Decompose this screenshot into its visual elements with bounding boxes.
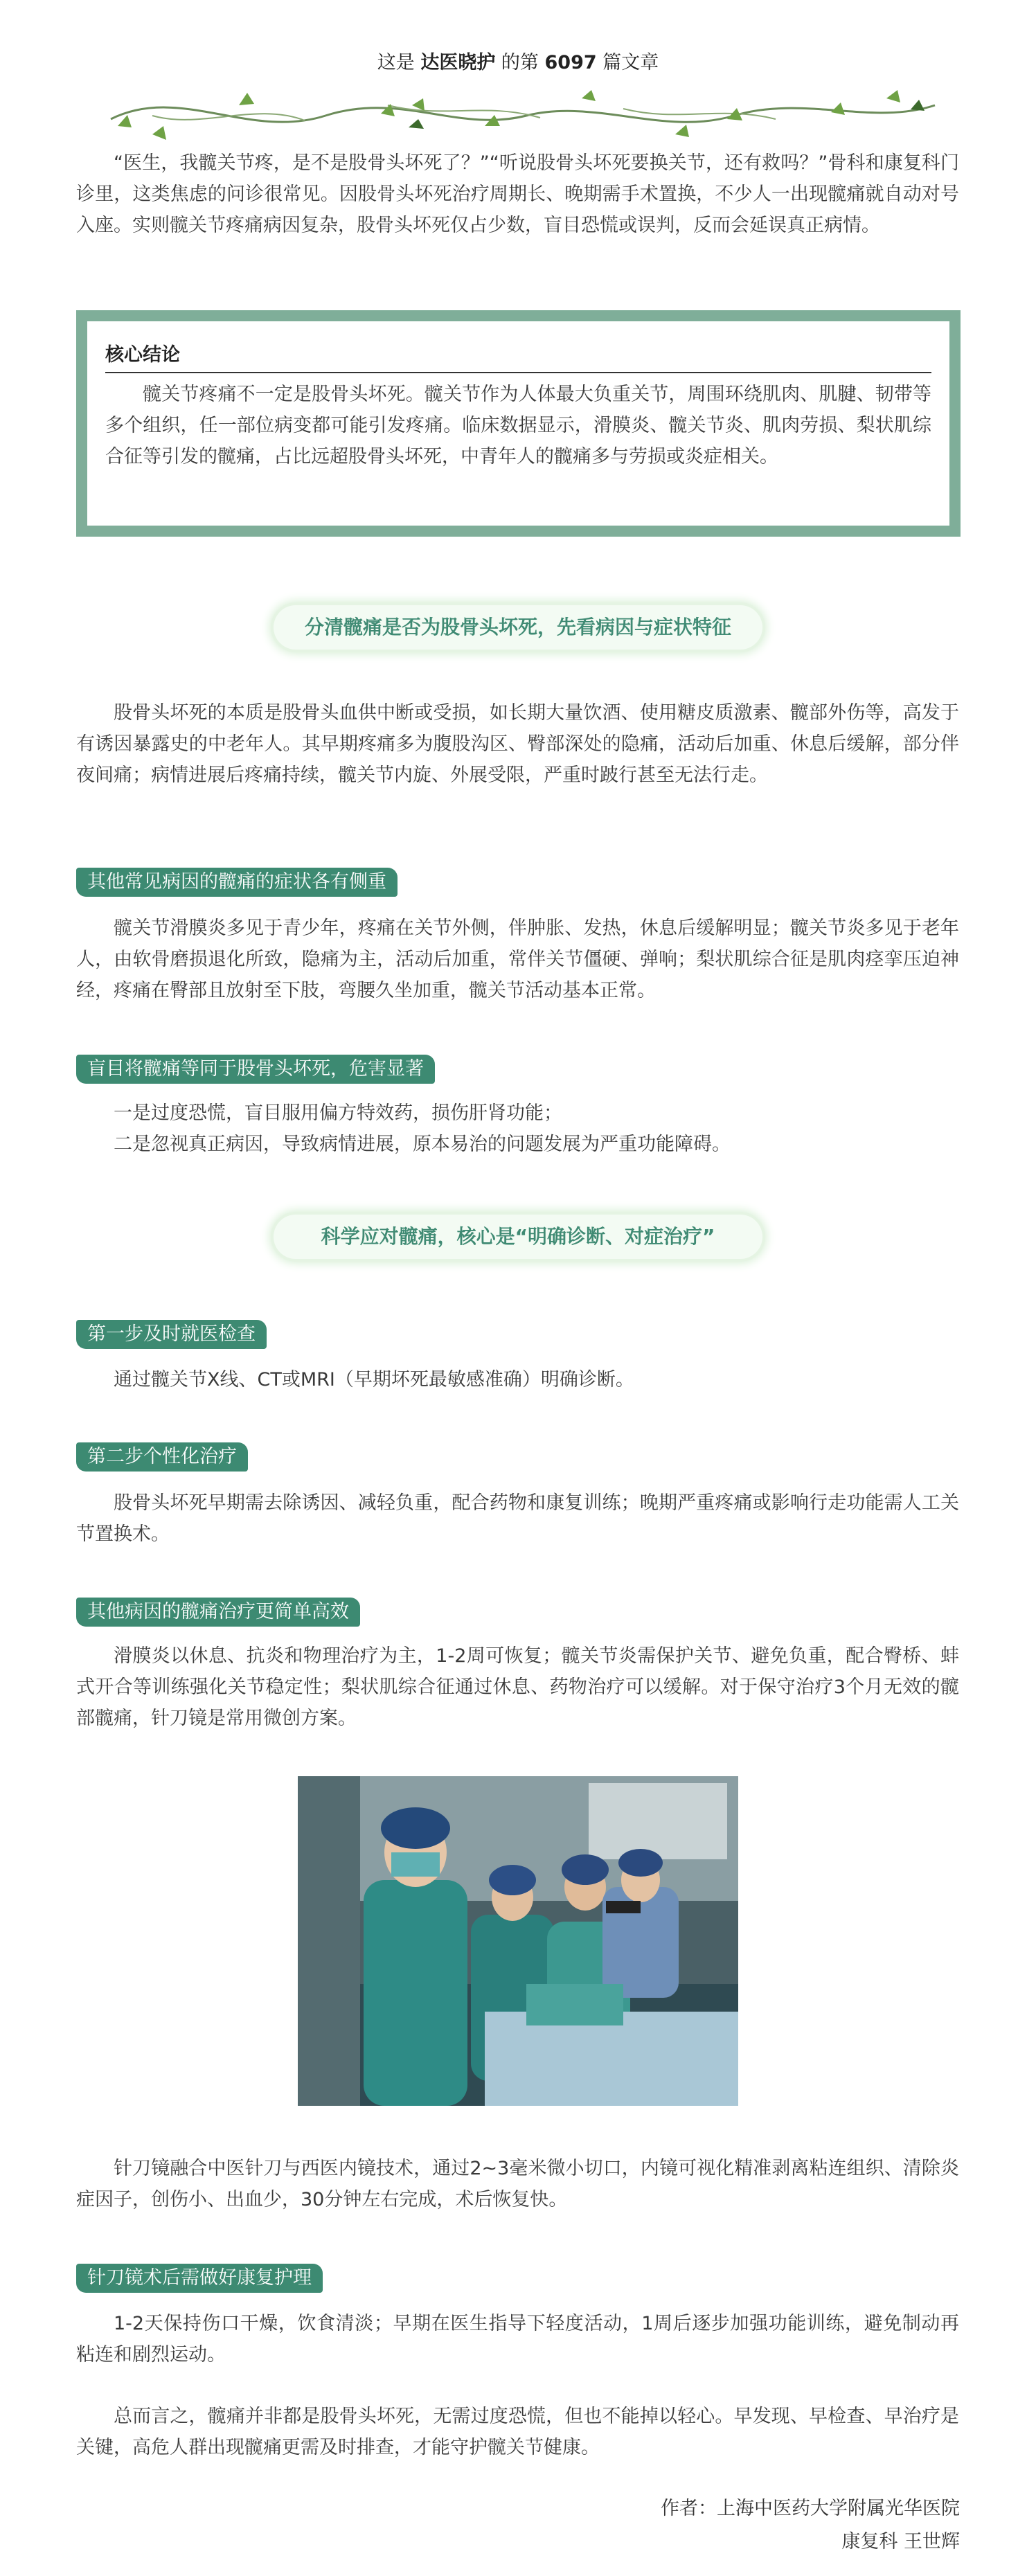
section2-tag1: 第一步及时就医检查 — [76, 1320, 267, 1349]
conclusion-paragraph: 总而言之，髋痛并非都是股骨头坏死，无需过度恐慌，但也不能掉以轻心。早发现、早检查、早治疗是关键，高危人群出现髋痛更需及时排查，才能守护髋关节健康。 — [76, 2406, 959, 2458]
section1-paragraph1: 股骨头坏死的本质是股骨头血供中断或受损，如长期大量饮酒、使用糖皮质激素、髋部外伤等，高发于有诱因暴露史的中老年人。其早期疼痛多为腹股沟区、臀部深处的隐痛，活动后加重、休息后缓解，部分伴夜间痛；病情进展后疼痛持续，髋关节内旋、外展受限，严重时跛行甚至无法行走。 — [76, 702, 959, 786]
section2-paragraph2: 股骨头坏死早期需去除诱因、减轻负重，配合药物和康复训练；晚期严重疼痛或影响行走功能需人工关节置换术。 — [76, 1492, 959, 1545]
section2-paragraph4: 针刀镜融合中医针刀与西医内镜技术，通过2~3毫米微小切口，内镜可视化精准剥离粘连组织、清除炎症因子，创伤小、出血少，30分钟左右完成，术后恢复快。 — [76, 2158, 959, 2210]
header-prefix: 这是 — [377, 52, 421, 73]
intro-paragraph: “医生，我髋关节疼，是不是股骨头坏死了？”“听说股骨头坏死要换关节，还有救吗？”骨科和康复科门诊里，这类焦虑的问诊很常见。因股骨头坏死治疗周期长、晚期需手术置换，不少人一出现髋痛就自动对号入座。实则髋关节疼痛病因复杂，股骨头坏死仅占少数，盲目恐慌或误判，反而会延误真正病情。 — [76, 152, 959, 236]
header-middle: 的第 — [495, 52, 545, 73]
article-number: 6097 — [544, 52, 597, 73]
summary-box — [76, 310, 961, 537]
author-affiliation: 作者：上海中医药大学附属光华医院 — [661, 2498, 960, 2519]
header-suffix: 篇文章 — [596, 52, 659, 73]
article-count-line — [0, 47, 1036, 74]
author-name: 康复科 王世辉 — [841, 2531, 960, 2552]
summary-inner — [87, 321, 949, 526]
section1-paragraph3b: 二是忽视真正病因，导致病情进展，原本易治的问题发展为严重功能障碍。 — [114, 1134, 731, 1155]
section2-tag4: 针刀镜术后需做好康复护理 — [76, 2264, 323, 2293]
summary-title: 核心结论 — [105, 339, 931, 373]
section2-tag2: 第二步个性化治疗 — [76, 1442, 248, 1472]
section2-paragraph1: 通过髋关节X线、CT或MRI（早期坏死最敏感准确）明确诊断。 — [114, 1369, 634, 1390]
section1-paragraph3a: 一是过度恐慌，盲目服用偏方特效药，损伤肝肾功能； — [114, 1102, 562, 1124]
section1-tag1: 其他常见病因的髋痛的症状各有侧重 — [76, 868, 398, 897]
surgery-photo — [298, 1776, 738, 2106]
section1-paragraph2: 髋关节滑膜炎多见于青少年，疼痛在关节外侧，伴肿胀、发热，休息后缓解明显；髋关节炎多见于老年人，由软骨磨损退化所致，隐痛为主，活动后加重，常伴关节僵硬、弹响；梨状肌综合征是肌肉痉挛压迫神经，疼痛在臀部且放射至下肢，弯腰久坐加重，髋关节活动基本正常。 — [76, 918, 959, 1001]
section2-paragraph5: 1-2天保持伤口干燥，饮食清淡；早期在医生指导下轻度活动，1周后逐步加强功能训练，避免制动再粘连和剧烈运动。 — [76, 2313, 959, 2365]
section2-paragraph3: 滑膜炎以休息、抗炎和物理治疗为主，1-2周可恢复；髋关节炎需保护关节、避免负重，配合臀桥、蚌式开合等训练强化关节稳定性；梨状肌综合征通过休息、药物治疗可以缓解。对于保守治疗3个月无效的髋部髋痛，针刀镜是常用微创方案。 — [76, 1645, 959, 1729]
section2-heading: 科学应对髋痛，核心是“明确诊断、对症治疗” — [274, 1215, 762, 1259]
vine-divider-icon — [97, 78, 942, 154]
section1-tag2: 盲目将髋痛等同于股骨头坏死，危害显著 — [76, 1055, 435, 1084]
section2-tag3: 其他病因的髋痛治疗更简单高效 — [76, 1598, 360, 1627]
section1-heading: 分清髋痛是否为股骨头坏死，先看病因与症状特征 — [274, 605, 762, 650]
account-name[interactable]: 达医晓护 — [420, 52, 496, 73]
summary-text: 髋关节疼痛不一定是股骨头坏死。髋关节作为人体最大负重关节，周围环绕肌肉、肌腱、韧带等多个组织，任一部位病变都可能引发疼痛。临床数据显示，滑膜炎、髋关节炎、肌肉劳损、梨状肌综合征等引发的髋痛，占比远超股骨头坏死，中青年人的髋痛多与劳损或炎症相关。 — [105, 384, 931, 467]
